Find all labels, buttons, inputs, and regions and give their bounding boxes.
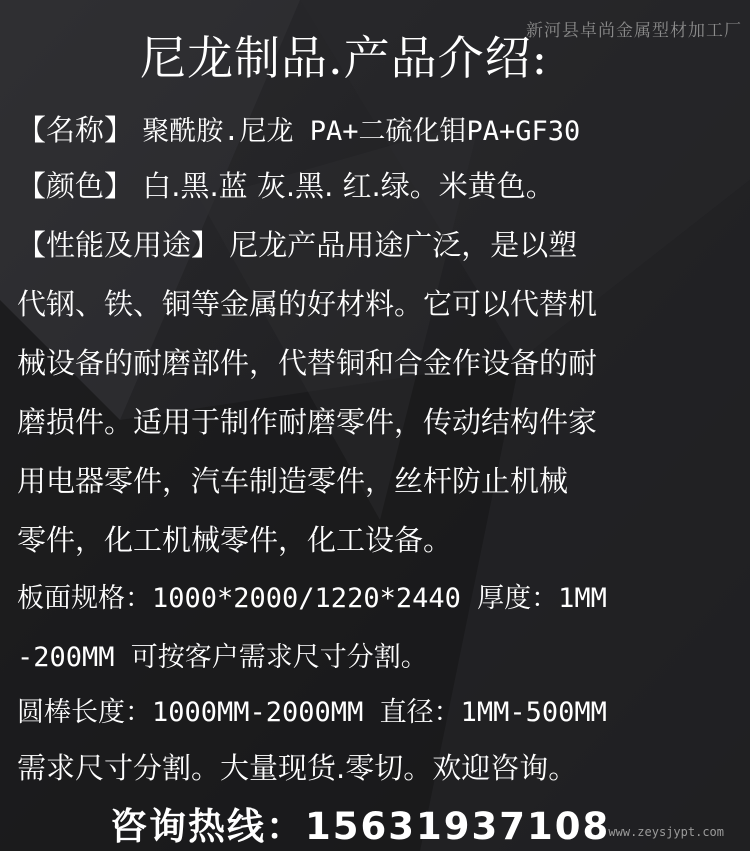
color-label: 【颜色】	[17, 169, 134, 203]
name-value: 聚酰胺.尼龙 PA+二硫化钼PA+GF30	[142, 116, 581, 147]
company-watermark: 新河县卓尚金属型材加工厂	[526, 21, 742, 41]
sheet-spec-line-1: 板面规格：1000*2000/1220*2440 厚度：1MM	[17, 583, 607, 614]
usage-text-1: 尼龙产品用途广泛，是以塑	[229, 228, 578, 262]
usage-line-6: 零件，化工机械零件，化工设备。	[17, 523, 453, 557]
rod-spec-line-2: 需求尺寸分割。大量现货.零切。欢迎咨询。	[17, 751, 578, 785]
usage-line-1	[17, 228, 577, 262]
page-title: 尼龙制品.产品介绍:	[140, 31, 549, 85]
site-watermark: www.zeysjypt.com	[608, 825, 724, 839]
name-line	[17, 113, 580, 149]
color-line	[17, 169, 555, 203]
rod-spec-line-1: 圆棒长度：1000MM-2000MM 直径：1MM-500MM	[17, 697, 607, 728]
hotline: 咨询热线：15631937108	[110, 805, 611, 848]
color-value: 白.黑.蓝 灰.黑. 红.绿。米黄色。	[142, 169, 555, 203]
usage-line-3: 械设备的耐磨部件，代替铜和合金作设备的耐	[17, 346, 598, 380]
name-label: 【名称】	[17, 113, 134, 147]
usage-label: 【性能及用途】	[17, 228, 221, 262]
usage-line-4: 磨损件。适用于制作耐磨零件，传动结构件家	[17, 405, 598, 439]
usage-line-2: 代钢、铁、铜等金属的好材料。它可以代替机	[17, 287, 598, 321]
sheet-spec-line-2: -200MM 可按客户需求尺寸分割。	[17, 642, 428, 673]
usage-line-5: 用电器零件，汽车制造零件，丝杆防止机械	[17, 464, 569, 498]
